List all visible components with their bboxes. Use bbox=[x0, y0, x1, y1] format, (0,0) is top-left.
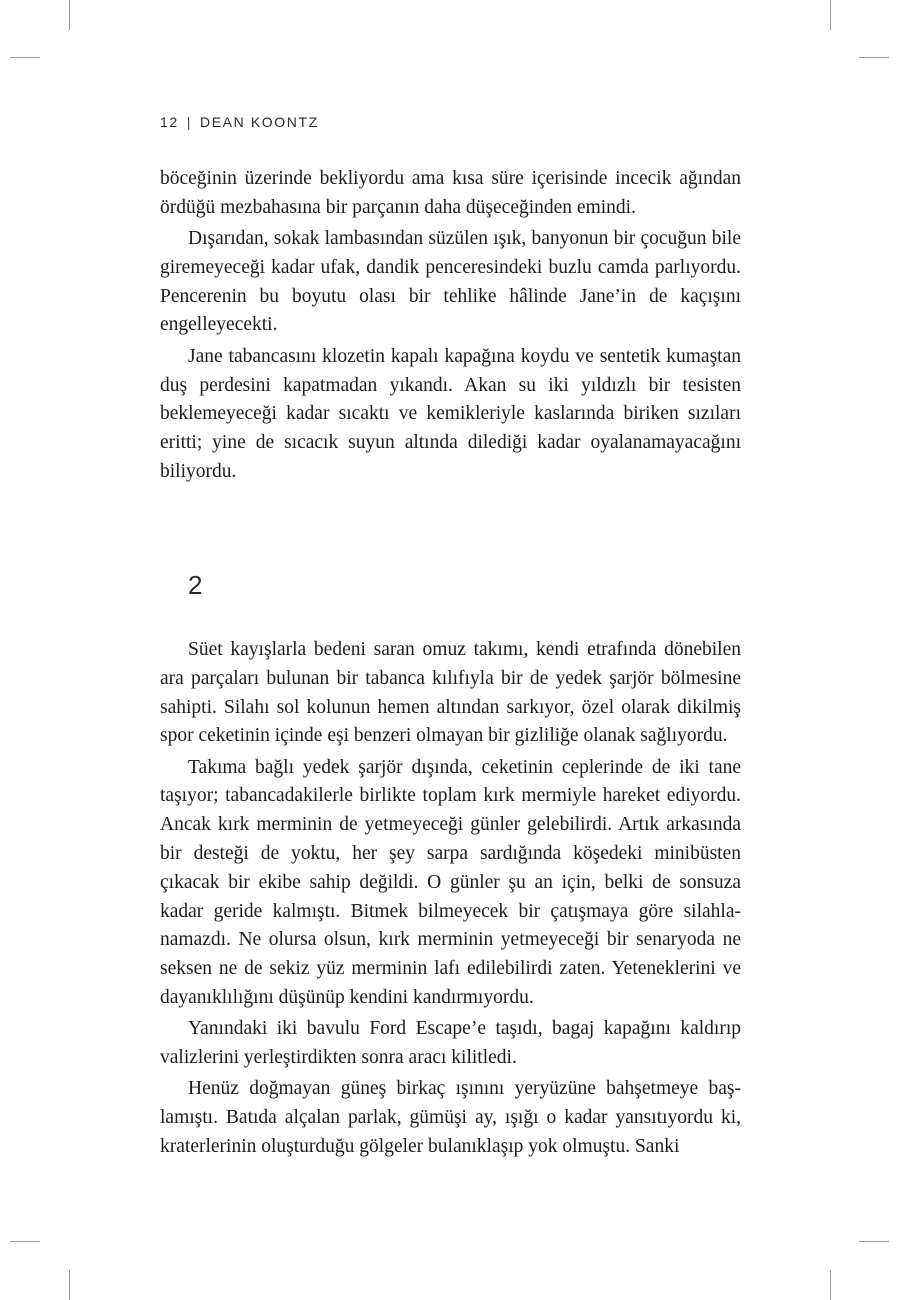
page-number: 12 bbox=[160, 114, 179, 130]
crop-mark-bottom-left bbox=[69, 1270, 70, 1300]
crop-mark-bottom-left-h bbox=[10, 1241, 40, 1242]
author-name: DEAN KOONTZ bbox=[200, 114, 319, 130]
crop-mark-bottom-right bbox=[830, 1270, 831, 1300]
section-1-text bbox=[160, 165, 741, 487]
paragraph: Jane tabancasını klozetin kapalı kapağına koydu ve sentetik kumaştan duş perdesini kapatmadan yıkandı. Akan su iki yıldızlı bir tesisten beklemeyeceği kadar sıcaktı ve kemikleriyle kaslarında biriken sızıları eritti; yine de sıcacık suyun altında dilediği kadar oyalanamayacağını biliyordu. bbox=[160, 345, 741, 482]
paragraph: Süet kayışlarla bedeni saran omuz takımı, kendi etrafında dönebilen ara parçaları bulunan bir tabanca kılıfıyla bir de yedek şarjör bölmesine sahipti. Silahı sol kolunun hemen altından sarkıyor, özel olarak dikilmiş spor ceketinin içinde eşi benzeri olmayan bir gizliliğe olanak sağlıyordu. bbox=[160, 639, 741, 747]
chapter-number: 2 bbox=[188, 570, 203, 600]
paragraph: Dışarıdan, sokak lambasından süzülen ışık, banyonun bir çocuğun bile giremeyeceği kadar ufak, dandik penceresindeki buzlu camda parlıyordu. Pencerenin bu boyutu olası bir tehlike hâlinde Jane’in de kaçışını engelleyecekti. bbox=[160, 228, 741, 336]
section-2-text bbox=[160, 636, 741, 1162]
paragraph: Takıma bağlı yedek şarjör dışında, ceketinin ceplerinde de iki tane taşıyor; tabancadakilerle birlikte toplam kırk mermiyle hareket ediyordu. Ancak kırk merminin de yetmeyeceği günler gelebilirdi. Artık arkasında bir desteği de yoktu, her şey sarpa sardığında köşedeki minibüsten çıkacak bir ekibe sahip değildi. O günler şu an için, belki de sonsuza kadar geride kalmıştı. Bitmek bilmeyecek bir çatışmaya göre silahlanamazdı. Ne olursa olsun, kırk merminin yetmeyeceği bir senaryoda ne seksen ne de sekiz yüz merminin lafı edilebilirdi zaten. Yeteneklerini ve dayanıklılığını düşünüp kendini kandırmıyordu. bbox=[160, 756, 741, 1009]
paragraph: böceğinin üzerinde bekliyordu ama kısa süre içerisinde incecik ağından ördüğü mezbahasına bir parçanın daha düşeceğinden emindi. bbox=[160, 168, 741, 218]
header-separator: | bbox=[186, 114, 193, 130]
crop-mark-top-left-h bbox=[10, 57, 40, 58]
paragraph: Yanındaki iki bavulu Ford Escape’e taşıdı, bagaj kapağını kaldırıp valizlerini yerleştirdikten sonra aracı kilitledi. bbox=[160, 1018, 741, 1069]
crop-mark-bottom-right-h bbox=[859, 1241, 889, 1242]
crop-mark-top-right-h bbox=[859, 57, 889, 58]
crop-mark-top-right bbox=[830, 0, 831, 30]
running-head bbox=[160, 114, 319, 130]
crop-mark-top-left bbox=[69, 0, 70, 30]
paragraph: Henüz doğmayan güneş birkaç ışınını yeryüzüne bahşetmeye başlamıştı. Batıda alçalan parlak, gümüşi ay, ışığı o kadar yansıtıyordu ki, kraterlerinin oluşturduğu gölgeler bulanıklaşıp yok olmuştu. Sanki bbox=[160, 1078, 741, 1158]
